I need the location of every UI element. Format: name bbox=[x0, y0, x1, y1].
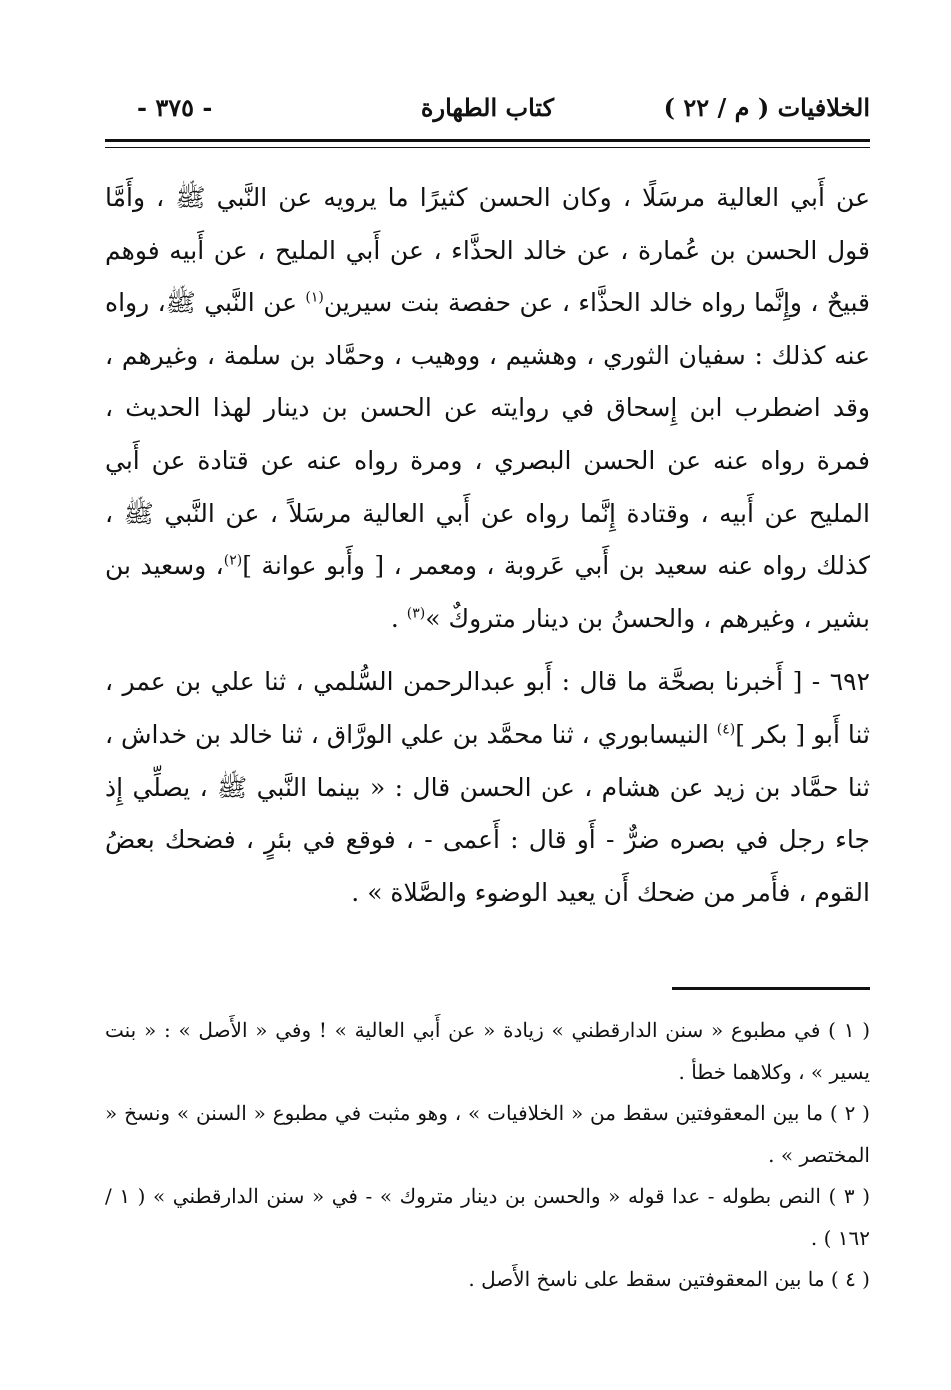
paragraph-1 bbox=[105, 172, 870, 645]
book-reference: الخلافيات ( م / ٢٢ ) bbox=[663, 93, 870, 122]
footnote-separator bbox=[672, 987, 870, 990]
chapter-title: كتاب الطهارة bbox=[420, 93, 555, 122]
footnotes bbox=[105, 1010, 870, 1301]
footnote-4: ( ٤ ) ما بين المعقوفتين سقط على ناسخ الأَصل . bbox=[468, 1267, 870, 1291]
paragraph-2-text-a: [ أَخبرنا بصحَّة ما قال : أَبو عبدالرحمن السُّلمي ، ثنا علي بن عمر ، ثنا أَبو [ بكر ] bbox=[105, 667, 870, 749]
paragraph-1-text-b: عن النَّبي ﷺ، رواه عنه كذلك : سفيان الثوري ، وهشيم ، ووهيب ، وحمَّاد بن سلمة ، وغيرهم ، وقد اضطرب ابن إِسحاق في روايته عن الحسن بن دينار لهذا الحديث ، فمرة رواه عنه عن الحسن البصري ، ومرة رواه عنه عن قتادة عن أَبي المليح عن أَبيه ، وقتادة إِنَّما رواه عن أَبي العالية مرسَلاً ، عن النَّبي ﷺ ، كذلك رواه عنه سعيد بن أَبي عَروبة ، ومعمر ، [ وأَبو عوانة ] bbox=[105, 288, 870, 581]
footnote-3: ( ٣ ) النص بطوله - عدا قوله « والحسن بن دينار متروك » - في « سنن الدارقطني » ( ١ / ١٦٢ ) . bbox=[105, 1184, 871, 1250]
header-rule-thin bbox=[105, 147, 870, 148]
header-rule-thick bbox=[105, 139, 870, 142]
paragraph-1-text-d: . bbox=[390, 603, 407, 633]
paragraph-2-text-b: النيسابوري ، ثنا محمَّد بن علي الورَّاق ، ثنا خالد بن خداش ، ثنا حمَّاد بن زيد عن هشام ، عن الحسن قال : « بينما النَّبي ﷺ ، يصلِّي إِذ جاء رجل في بصره ضرٌّ - أَو قال : أَعمى - ، فوقع في بئرٍ ، فضحك بعضُ القوم ، فأَمر من ضحك أَن يعيد الوضوء والصَّلاة » . bbox=[105, 719, 870, 907]
running-header bbox=[105, 86, 870, 130]
page-number: - ٣٧٥ - bbox=[137, 93, 213, 122]
footnote-1: ( ١ ) في مطبوع « سنن الدارقطني » زيادة « عن أَبي العالية » ! وفي « الأَصل » : « بنت يسير » ، وكلاهما خطأ . bbox=[105, 1018, 871, 1084]
footnote-marker-2: (٢) bbox=[223, 552, 243, 569]
main-text bbox=[105, 172, 870, 919]
footnote-2: ( ٢ ) ما بين المعقوفتين سقط من « الخلافيات » ، وهو مثبت في مطبوع « السنن » ونسخ « المختصر » . bbox=[105, 1101, 870, 1167]
paragraph-1-text-c: ، وسعيد بن بشير ، وغيرهم ، والحسنُ بن دينار متروكٌ » bbox=[105, 551, 870, 633]
hadith-number: ٦٩٢ - bbox=[811, 667, 870, 697]
footnote-marker-4: (٤) bbox=[716, 721, 736, 738]
paragraph-1-text-a: عن أَبي العالية مرسَلًا ، وكان الحسن كثيرًا ما يرويه عن النَّبي ﷺ ، وأَمَّا قول الحسن بن عُمارة ، عن خالد الحذَّاء ، عن أَبي المليح ، عن أَبيه فوهم قبيحٌ ، وإِنَّما رواه خالد الحذَّاء ، عن حفصة بنت سيرين bbox=[105, 183, 870, 318]
paragraph-2 bbox=[105, 656, 870, 919]
footnote-marker-1: (١) bbox=[305, 289, 324, 306]
footnote-marker-3: (٣) bbox=[406, 605, 426, 622]
